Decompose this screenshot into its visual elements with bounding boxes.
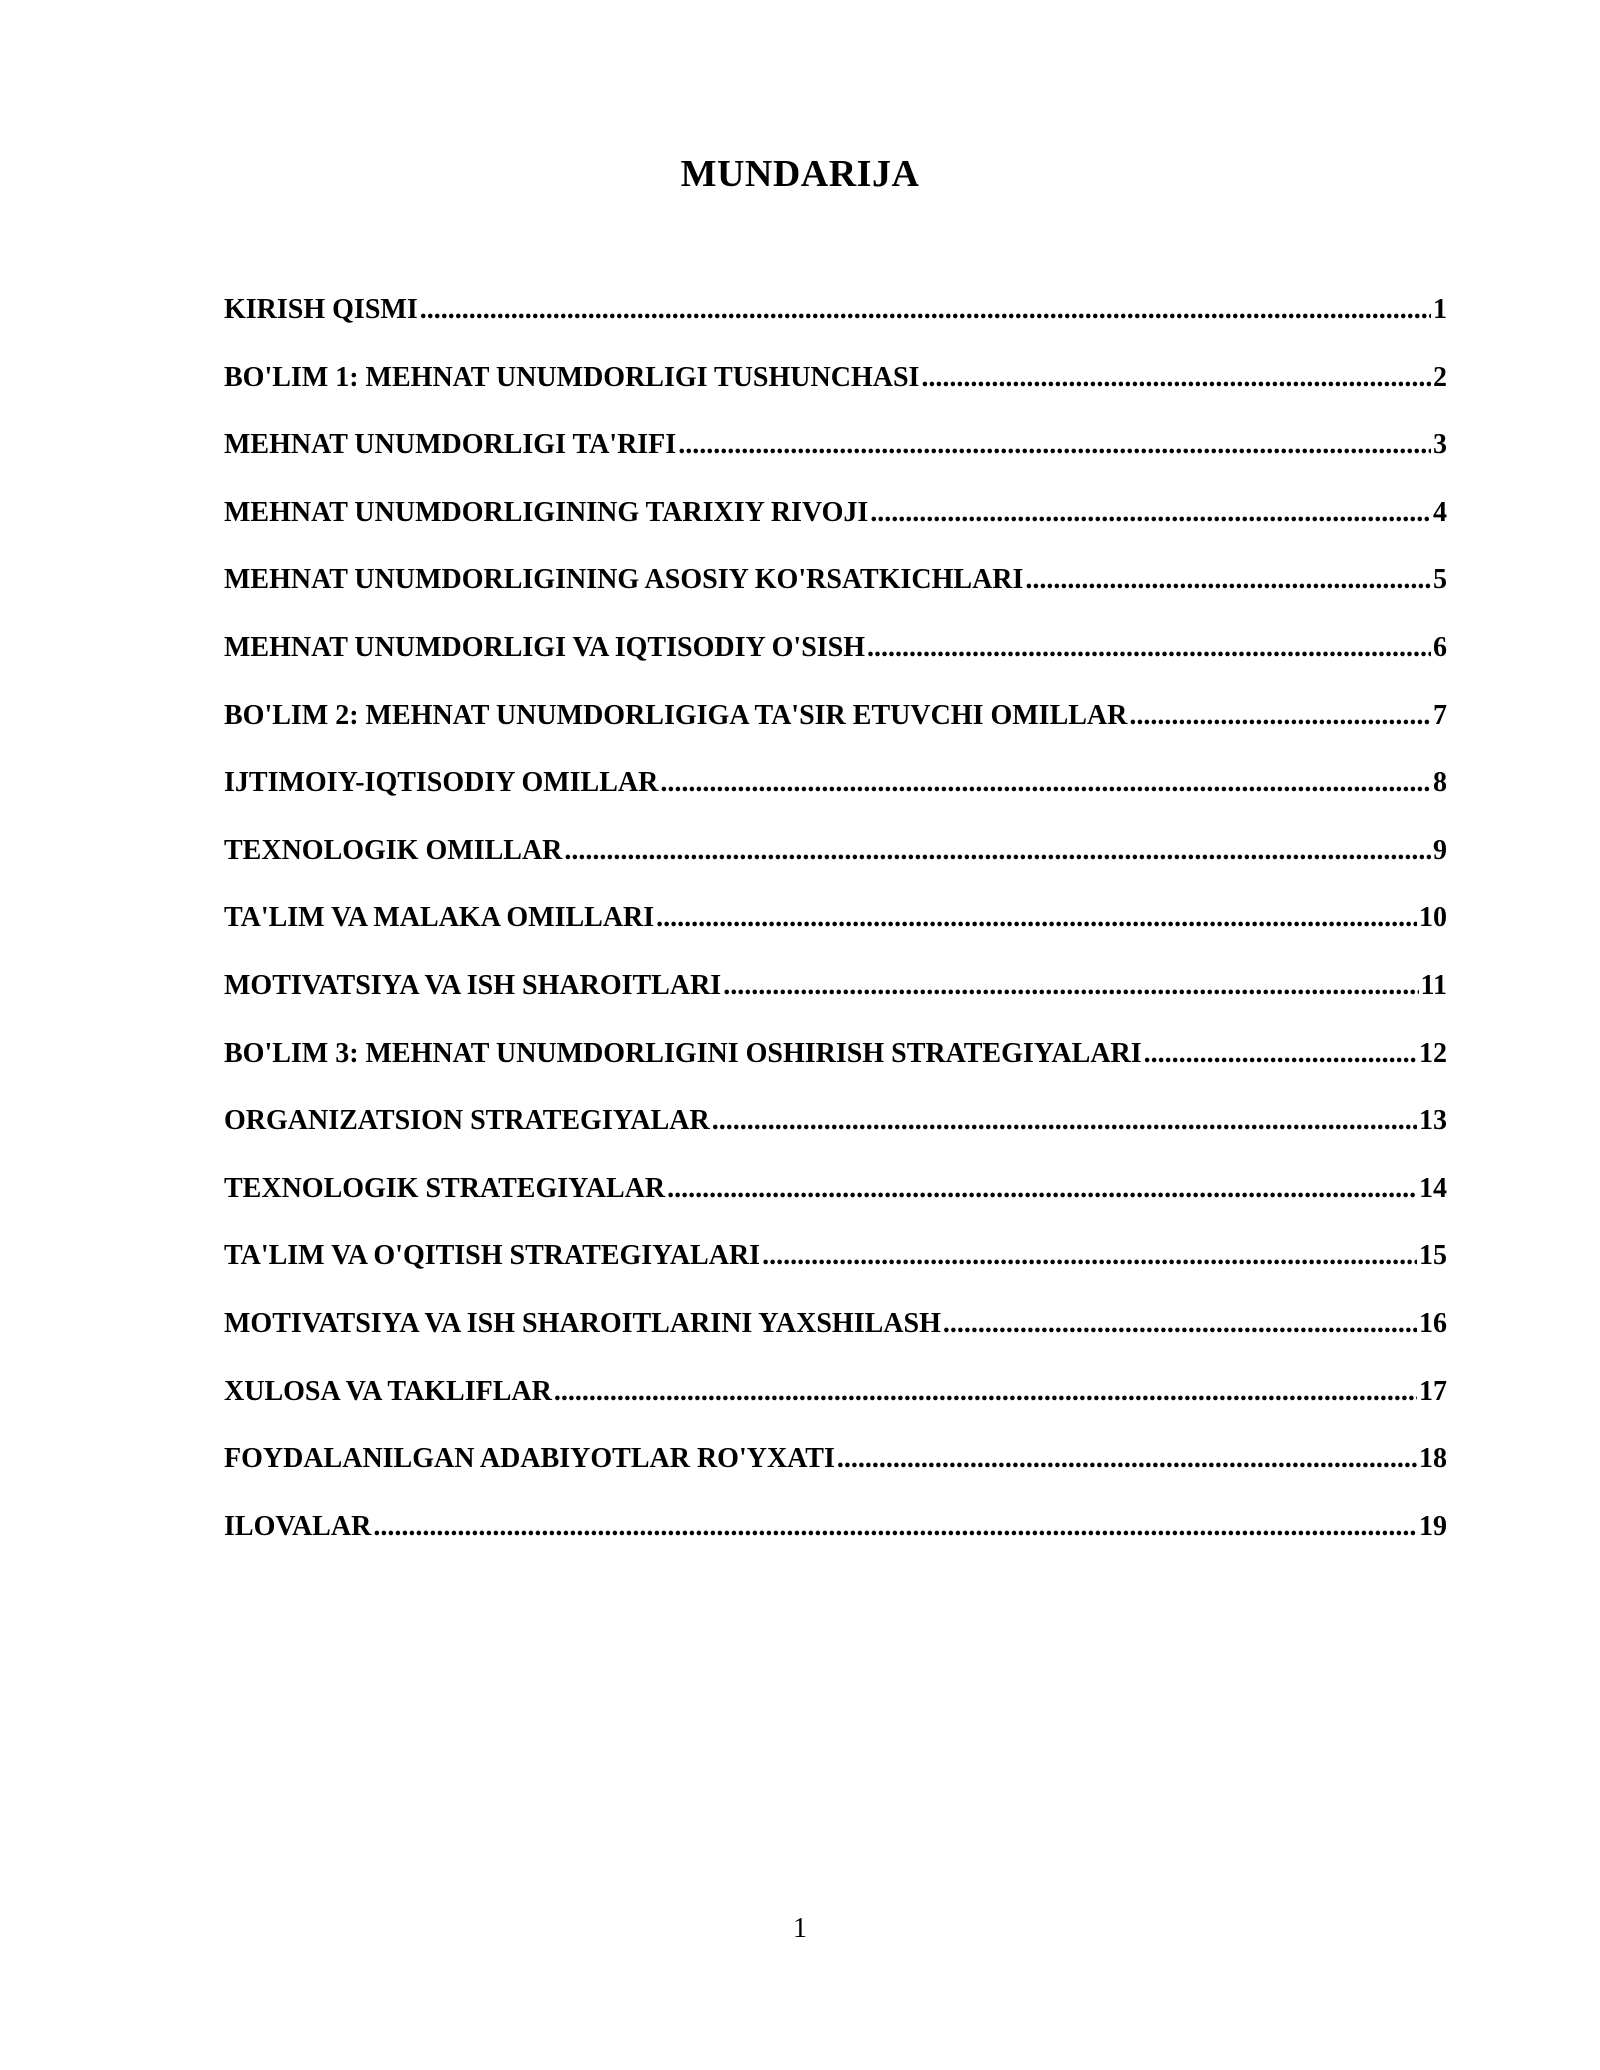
toc-entry-page: 1 [1433,294,1447,325]
table-of-contents [224,290,1447,1574]
toc-leader-dots [723,966,1418,1006]
toc-entry-page: 19 [1419,1510,1447,1542]
toc-entry[interactable] [224,425,1447,493]
toc-entry[interactable] [224,898,1447,966]
toc-entry[interactable] [224,1304,1447,1372]
toc-entry[interactable] [224,966,1447,1034]
toc-leader-dots [420,290,1431,330]
page-title: MUNDARIJA [680,153,920,195]
toc-entry[interactable] [224,1101,1447,1169]
toc-entry-label: MOTIVATSIYA VA ISH SHAROITLARINI YAXSHILASH [224,1307,941,1339]
toc-entry-label: MEHNAT UNUMDORLIGINING TARIXIY RIVOJI [224,496,869,528]
toc-entry-label: TEXNOLOGIK OMILLAR [224,834,563,866]
toc-entry-label: XULOSA VA TAKLIFLAR [224,1375,552,1407]
toc-entry-label: IJTIMOIY-IQTISODIY OMILLAR [224,767,659,799]
toc-leader-dots [678,425,1431,465]
toc-entry-label: MEHNAT UNUMDORLIGINING ASOSIY KO'RSATKICHLARI [224,564,1024,596]
toc-entry-label: ILOVALAR [224,1510,372,1542]
toc-entry-page: 15 [1419,1240,1447,1272]
toc-entry[interactable] [224,1236,1447,1304]
page-number: 1 [793,1913,807,1944]
toc-leader-dots [1025,560,1431,600]
toc-leader-dots [660,763,1431,803]
toc-entry[interactable] [224,696,1447,764]
toc-leader-dots [837,1439,1417,1479]
toc-entry[interactable] [224,493,1447,561]
toc-leader-dots [921,358,1431,398]
toc-leader-dots [762,1236,1417,1276]
toc-entry-page: 12 [1419,1037,1447,1069]
toc-entry[interactable] [224,290,1447,358]
toc-entry[interactable] [224,628,1447,696]
toc-leader-dots [867,628,1431,668]
toc-entry-page: 2 [1433,361,1447,393]
toc-leader-dots [667,1169,1417,1209]
toc-entry-label: MEHNAT UNUMDORLIGI TA'RIFI [224,429,677,461]
toc-entry-label: ORGANIZATSION STRATEGIYALAR [224,1105,710,1137]
toc-entry-label: MEHNAT UNUMDORLIGI VA IQTISODIY O'SISH [224,631,866,663]
toc-entry-page: 4 [1433,496,1447,528]
toc-entry-page: 16 [1419,1307,1447,1339]
toc-entry-page: 18 [1419,1443,1447,1475]
toc-entry-label: TA'LIM VA MALAKA OMILLARI [224,902,655,934]
toc-entry-page: 11 [1420,969,1447,1001]
toc-entry[interactable] [224,560,1447,628]
toc-entry[interactable] [224,831,1447,899]
toc-entry-label: BO'LIM 1: MEHNAT UNUMDORLIGI TUSHUNCHASI [224,361,920,393]
toc-entry[interactable] [224,763,1447,831]
toc-entry-page: 6 [1433,631,1447,663]
toc-entry-label: TEXNOLOGIK STRATEGIYALAR [224,1172,666,1204]
toc-entry-page: 9 [1433,834,1447,866]
toc-entry-page: 10 [1419,902,1447,934]
toc-entry-label: BO'LIM 2: MEHNAT UNUMDORLIGIGA TA'SIR ETUVCHI OMILLAR [224,699,1128,731]
toc-entry[interactable] [224,358,1447,426]
toc-leader-dots [656,898,1417,938]
toc-leader-dots [943,1304,1417,1344]
toc-leader-dots [1129,696,1431,736]
toc-entry-label: TA'LIM VA O'QITISH STRATEGIYALARI [224,1240,761,1272]
toc-leader-dots [373,1507,1417,1547]
toc-entry-page: 14 [1419,1172,1447,1204]
toc-leader-dots [712,1101,1417,1141]
toc-entry-page: 3 [1433,429,1447,461]
toc-leader-dots [564,831,1431,871]
toc-entry-page: 8 [1433,767,1447,799]
toc-entry-label: BO'LIM 3: MEHNAT UNUMDORLIGINI OSHIRISH STRATEGIYALARI [224,1037,1142,1069]
toc-entry[interactable] [224,1169,1447,1237]
toc-leader-dots [870,493,1431,533]
toc-entry[interactable] [224,1507,1447,1575]
toc-entry-page: 7 [1433,699,1447,731]
toc-entry[interactable] [224,1372,1447,1440]
toc-entry-page: 13 [1419,1105,1447,1137]
toc-entry-label: KIRISH QISMI [224,294,418,325]
toc-entry-label: MOTIVATSIYA VA ISH SHAROITLARI [224,969,722,1001]
toc-entry[interactable] [224,1439,1447,1507]
toc-leader-dots [554,1372,1417,1412]
toc-entry-page: 5 [1433,564,1447,596]
toc-entry[interactable] [224,1034,1447,1102]
toc-leader-dots [1144,1034,1417,1074]
toc-entry-page: 17 [1419,1375,1447,1407]
toc-entry-label: FOYDALANILGAN ADABIYOTLAR RO'YXATI [224,1443,835,1475]
